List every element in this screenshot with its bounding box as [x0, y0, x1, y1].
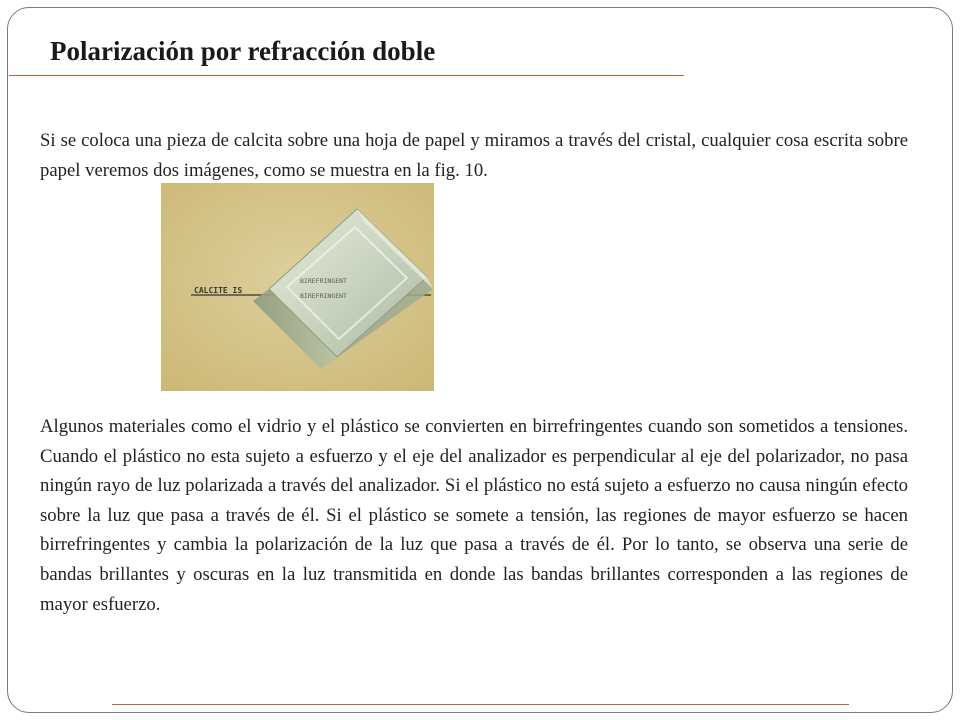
calcite-label: CALCITE IS — [194, 286, 243, 295]
birefringent-label-1: BIREFRINGENT — [300, 277, 347, 285]
body-paragraph: Algunos materiales como el vidrio y el plástico se convierten en birrefringentes cuando son sometidos a tensiones. Cuando el plástico no esta sujeto a esfuerzo y el eje del analizador es perpendicular al eje del polarizador, no pasa ningún rayo de luz polarizada a través del analizador. Si el plástico no está sujeto a esfuerzo no causa ningún efecto sobre la luz que pasa a través de él. Si el plástico se somete a tensión, las regiones de mayor esfuerzo se hacen birrefringentes y cambia la polarización de la luz que pasa a través de él. Por lo tanto, se observa una serie de bandas brillantes y oscuras en la luz transmitida en donde las bandas brillantes corresponden a las regiones de mayor esfuerzo. — [40, 416, 908, 615]
intro-paragraph: Si se coloca una pieza de calcita sobre una hoja de papel y miramos a través del cristal, cualquier cosa escrita sobre papel veremos dos imágenes, como se muestra en la fig. 10. — [40, 130, 908, 181]
calcite-crystal-image — [161, 183, 434, 391]
calcite-crystal-photo — [161, 183, 434, 391]
title-underline — [9, 75, 684, 76]
slide-title: Polarización por refracción doble — [50, 36, 436, 66]
footer-rule — [112, 704, 849, 705]
birefringent-label-2: BIREFRINGENT — [300, 292, 347, 300]
